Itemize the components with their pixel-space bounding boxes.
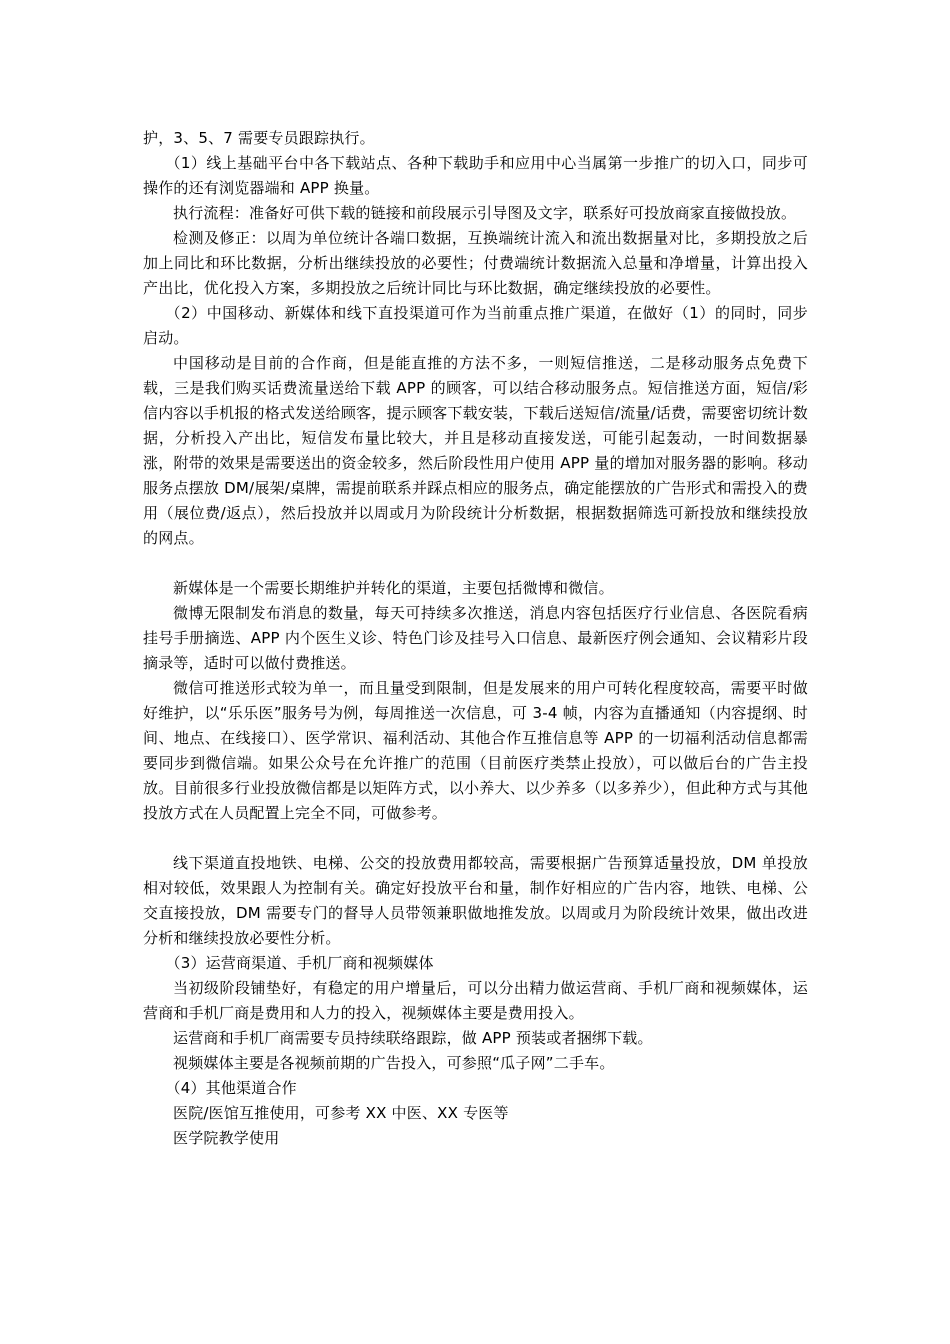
china-mobile-paragraph: 中国移动是目前的合作商，但是能直推的方法不多，一则短信推送，二是移动服务点免费下载，三是我们购买话费流量送给下载 APP 的顾客，可以结合移动服务点。短信推送方面，短信/彩信内容以手机报的格式发送给顾客，提示顾客下载安装，下载后送短信/流量/话费，需要密切统计数据，分析投入产出比，短信发布量比较大，并且是移动直接发送，可能引起轰动，一时间数据暴涨，附带的效果是需要送出的资金较多，然后阶段性用户使用 APP 量的增加对服务器的影响。移动服务点摆放 DM/展架/桌牌，需提前联系并踩点相应的服务点，确定能摆放的广告形式和需投入的费用（展位费/返点），然后投放并以周或月为阶段统计分析数据，根据数据筛选可新投放和继续投放的网点。 xyxy=(143,354,808,547)
weibo-paragraph: 微博无限制发布消息的数量，每天可持续多次推送，消息内容包括医疗行业信息、各医院看病挂号手册摘选、APP 内个医生义诊、特色门诊及挂号入口信息、最新医疗例会通知、会议精彩片段摘录等，适时可以做付费推送。 xyxy=(143,604,808,672)
section-2-heading-paragraph: （2）中国移动、新媒体和线下直投渠道可作为当前重点推广渠道，在做好（1）的同时，同步启动。 xyxy=(143,304,808,347)
execution-process-paragraph: 执行流程：准备好可供下载的链接和前段展示引导图及文字，联系好可投放商家直接做投放。 xyxy=(173,204,797,222)
wechat-paragraph: 微信可推送形式较为单一，而且量受到限制，但是发展来的用户可转化程度较高，需要平时做好维护，以“乐乐医”服务号为例，每周推送一次信息，可 3-4 帧，内容为直播通知（内容提纲、时间、地点、在线接口）、医学常识、福利活动、其他合作互推信息等 APP 的一切福利活动信息都需要同步到微信端。如果公众号在允许推广的范围（目前医疗类禁止投放），可以做后台的广告主投放。目前很多行业投放微信都是以矩阵方式，以小养大、以少养多（以多养少），但此种方式与其他投放方式在人员配置上完全不同，可做参考。 xyxy=(143,679,808,822)
operator-intro-paragraph: 当初级阶段铺垫好，有稳定的用户增量后，可以分出精力做运营商、手机厂商和视频媒体，运营商和手机厂商是费用和人力的投入，视频媒体主要是费用投入。 xyxy=(143,979,808,1022)
paragraph-gap xyxy=(143,551,808,576)
operator-manufacturer-paragraph: 运营商和手机厂商需要专员持续联络跟踪，做 APP 预装或者捆绑下载。 xyxy=(173,1029,653,1047)
medical-school-paragraph: 医学院教学使用 xyxy=(173,1129,280,1147)
paragraph-continuation: 护，3、5、7 需要专员跟踪执行。 xyxy=(143,129,375,147)
section-4-heading: （4）其他渠道合作 xyxy=(165,1079,297,1097)
offline-channel-paragraph: 线下渠道直投地铁、电梯、公交的投放费用都较高，需要根据广告预算适量投放，DM 单投放相对较低，效果跟人为控制有关。确定好投放平台和量，制作好相应的广告内容，地铁、电梯、公交直接投放，DM 需要专门的督导人员带领兼职做地推发放。以周或月为阶段统计效果，做出改进分析和继续投放必要性分析。 xyxy=(143,854,808,947)
video-media-paragraph: 视频媒体主要是各视频前期的广告投入，可参照“瓜子网”二手车。 xyxy=(173,1054,615,1072)
section-3-heading: （3）运营商渠道、手机厂商和视频媒体 xyxy=(165,954,434,972)
section-1-heading-paragraph: （1）线上基础平台中各下载站点、各种下载助手和应用中心当属第一步推广的切入口，同步可操作的还有浏览器端和 APP 换量。 xyxy=(143,154,808,197)
hospital-cooperation-paragraph: 医院/医馆互推使用，可参考 XX 中医、XX 专医等 xyxy=(173,1104,509,1122)
detection-correction-paragraph: 检测及修正：以周为单位统计各端口数据，互换端统计流入和流出数据量对比，多期投放之后加上同比和环比数据，分析出继续投放的必要性；付费端统计数据流入总量和净增量，计算出投入产出比，优化投入方案，多期投放之后统计同比与环比数据，确定继续投放的必要性。 xyxy=(143,229,808,297)
new-media-intro-paragraph: 新媒体是一个需要长期维护并转化的渠道，主要包括微博和微信。 xyxy=(173,579,614,597)
paragraph-gap xyxy=(143,826,808,851)
document-body xyxy=(143,126,808,1151)
